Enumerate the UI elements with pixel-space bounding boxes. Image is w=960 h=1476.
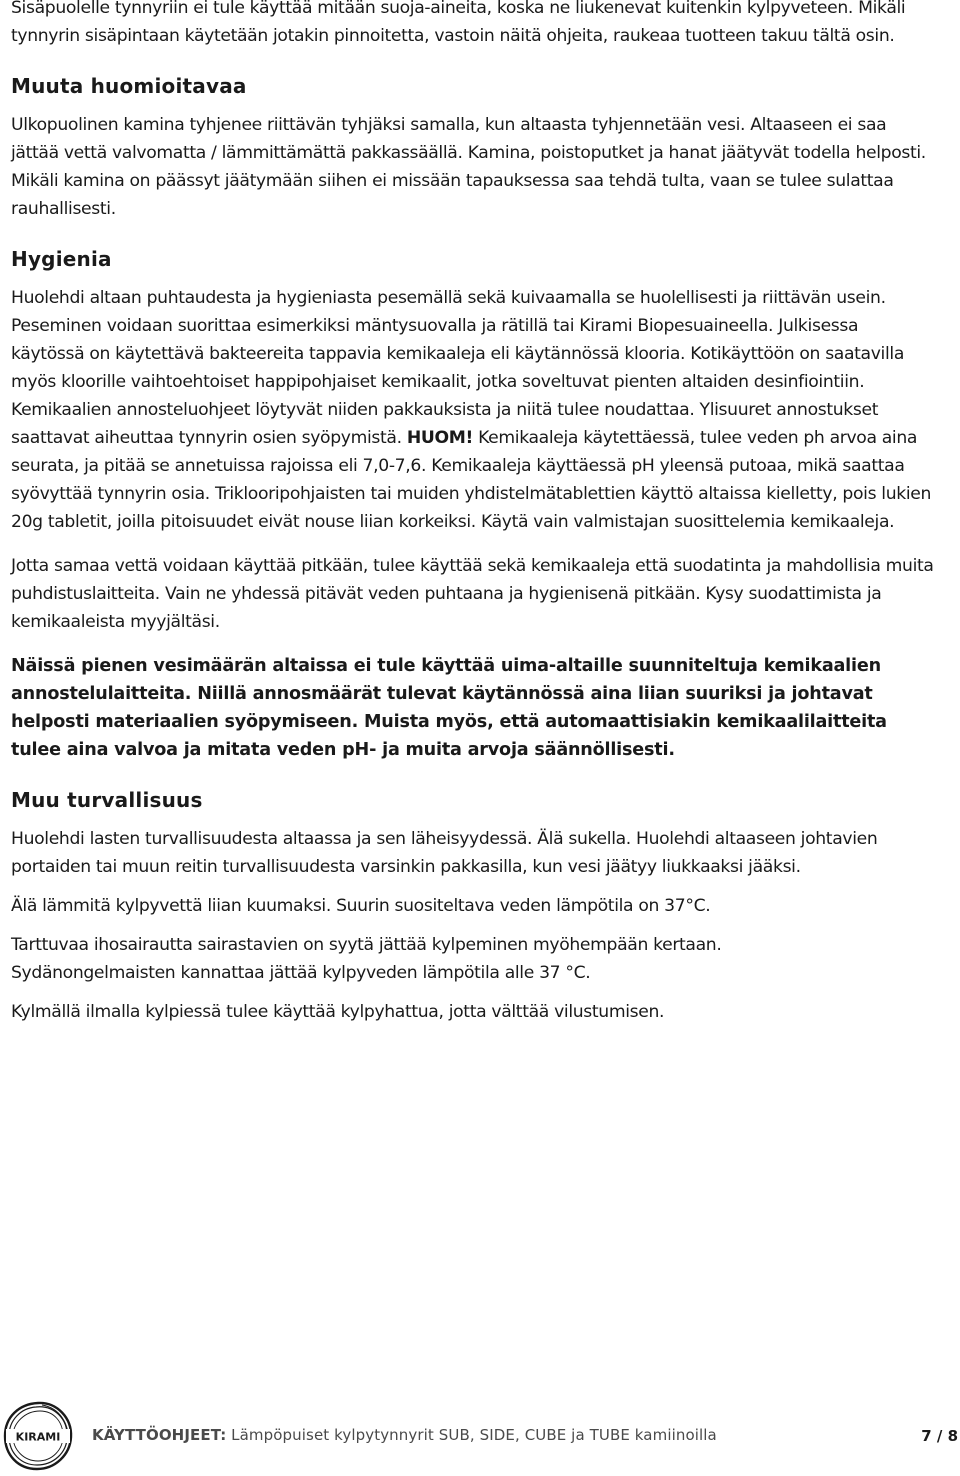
- hygienia-warning-paragraph: Näissä pienen vesimäärän altaissa ei tule käyttää uima-altaille suunniteltuja kemikaalien annostelulaitteita. Niillä annosmäärät tulevat käytännössä aina liian suuriksi ja johtavat helposti materiaalien syöpymiseen. Muista myös, että automaattisiakin kemikaalilaitteita tulee aina valvoa ja mitata veden pH- ja muita arvoja säännöllisesti.: [11, 656, 887, 760]
- hygienia-paragraph-1: [11, 284, 936, 536]
- turva-paragraph-3a: Tarttuvaa ihosairautta sairastavien on syytä jättää kylpeminen myöhempään kertaan.: [11, 935, 722, 955]
- page-number: 7 / 8: [921, 1427, 958, 1445]
- footer-title-bold: KÄYTTÖOHJEET:: [92, 1426, 227, 1444]
- footer-title: [92, 1426, 717, 1444]
- document-body: [11, 0, 936, 1026]
- page-footer: [0, 1400, 960, 1476]
- intro-paragraph: Sisäpuolelle tynnyriin ei tule käyttää mitään suoja-aineita, koska ne liukenevat kuitenkin kylpyveteen. Mikäli tynnyrin sisäpintaan käytetään jotakin pinnoitetta, vastoin näitä ohjeita, raukeaa tuotteen takuu tältä osin.: [11, 0, 906, 46]
- muuta-paragraph: Ulkopuolinen kamina tyhjenee riittävän tyhjäksi samalla, kun altaasta tyhjennetään vesi. Altaaseen ei saa jättää vettä valvomatta / lämmittämättä pakkassäällä. Kamina, poistoputket ja hanat jäätyvät todella helposti. Mikäli kamina on päässyt jäätymään siihen ei missään tapauksessa saa tehdä tulta, vaan se tulee sulattaa rauhallisesti.: [11, 115, 926, 219]
- huom-label: HUOM!: [406, 428, 473, 448]
- hygienia-paragraph-2: Jotta samaa vettä voidaan käyttää pitkään, tulee käyttää sekä kemikaaleja että suodatinta ja mahdollisia muita puhdistuslaitteita. Vain ne yhdessä pitävät veden puhtaana ja hygienisenä pitkään. Kysy suodattimista ja kemikaaleista myyjältäsi.: [11, 556, 934, 632]
- heading-muuta-huomioitavaa: Muuta huomioitavaa: [11, 74, 247, 98]
- heading-muu-turvallisuus: Muu turvallisuus: [11, 788, 203, 812]
- turva-paragraph-2: Älä lämmitä kylpyvettä liian kuumaksi. Suurin suositeltava veden lämpötila on 37°C.: [11, 896, 711, 916]
- hygienia-text-after: Kemikaaleja käytettäessä, tulee veden ph arvoa aina seurata, ja pitää se annetuissa rajoissa eli 7,0-7,6. Kemikaaleja käyttäessä pH yleensä putoaa, mikä saattaa syövyttää tynnyrin osia. Triklooripohjaisten tai muiden yhdistelmätablettien käyttö altaissa kielletty, pois lukien 20g tabletit, joilla pitoisuudet eivät nouse liian korkeiksi. Käytä vain valmistajan suosittelemia kemikaaleja.: [11, 428, 932, 532]
- hygienia-text-before: Huolehdi altaan puhtaudesta ja hygieniasta pesemällä sekä kuivaamalla se huolellisesti ja riittävän usein. Peseminen voidaan suorittaa esimerkiksi mäntysuovalla ja rätillä tai Kirami Biopesuaineella. Julkisessa käytössä on käytettävä bakteereita tappavia kemikaaleja eli käytännössä klooria. Kotikäyttöön on saatavilla myös kloorille vaihtoehtoiset happipohjaiset kemikaalit, jotka soveltuvat pienten altaiden desinfiointiin. Kemikaalien annosteluohjeet löytyvät niiden pakkauksista ja niitä tulee noudattaa. Ylisuuret annostukset saattavat aiheuttaa tynnyrin osien syöpymistä.: [11, 288, 905, 448]
- footer-title-rest: Lämpöpuiset kylpytynnyrit SUB, SIDE, CUBE ja TUBE kamiinoilla: [226, 1426, 717, 1444]
- turva-paragraph-3b: Sydänongelmaisten kannattaa jättää kylpyveden lämpötila alle 37 °C.: [11, 963, 591, 983]
- kirami-logo: [2, 1400, 74, 1472]
- heading-hygienia: Hygienia: [11, 247, 112, 271]
- turva-paragraph-4: Kylmällä ilmalla kylpiessä tulee käyttää kylpyhattua, jotta välttää vilustumisen.: [11, 1002, 665, 1022]
- logo-text: KIRAMI: [15, 1430, 61, 1444]
- turva-paragraph-1: Huolehdi lasten turvallisuudesta altaassa ja sen läheisyydessä. Älä sukella. Huolehdi altaaseen johtavien portaiden tai muun reitin turvallisuudesta varsinkin pakkasilla, kun vesi jäätyy liukkaaksi jääksi.: [11, 829, 878, 877]
